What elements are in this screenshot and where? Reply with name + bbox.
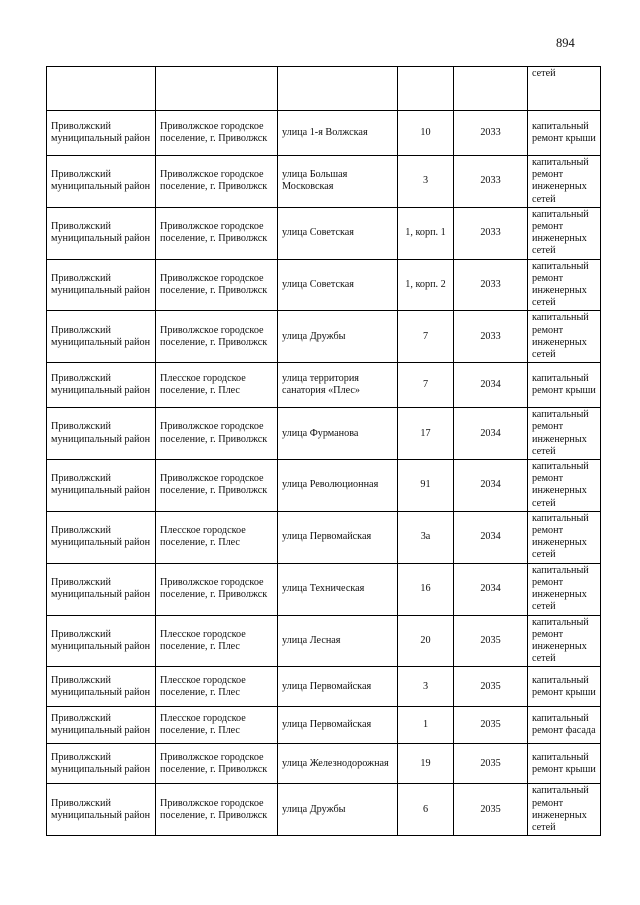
year-cell: 2034: [454, 408, 528, 460]
house-cell: 16: [398, 563, 454, 615]
house-cell: 10: [398, 111, 454, 156]
table-row: [47, 784, 601, 836]
table-row: [47, 156, 601, 208]
settlement-cell: Приволжское городское поселение, г. Приволжск: [156, 207, 278, 259]
work-type-cell: капитальный ремонт инженерных сетей: [528, 460, 601, 512]
street-cell: улица Большая Московская: [278, 156, 398, 208]
settlement-cell: Приволжское городское поселение, г. Приволжск: [156, 744, 278, 784]
table-row: [47, 111, 601, 156]
year-cell: 2034: [454, 563, 528, 615]
district-cell: Приволжский муниципальный район: [47, 615, 156, 667]
district-cell: Приволжский муниципальный район: [47, 311, 156, 363]
house-cell: 17: [398, 408, 454, 460]
work-type-cell: капитальный ремонт инженерных сетей: [528, 311, 601, 363]
table-row: [47, 511, 601, 563]
year-cell: 2033: [454, 111, 528, 156]
district-cell: Приволжский муниципальный район: [47, 460, 156, 512]
year-cell: [454, 67, 528, 111]
house-cell: 1: [398, 707, 454, 744]
house-cell: 3: [398, 667, 454, 707]
year-cell: 2033: [454, 207, 528, 259]
work-type-cell: капитальный ремонт крыши: [528, 111, 601, 156]
district-cell: Приволжский муниципальный район: [47, 744, 156, 784]
district-cell: Приволжский муниципальный район: [47, 111, 156, 156]
work-type-cell: сетей: [528, 67, 601, 111]
street-cell: улица Техническая: [278, 563, 398, 615]
year-cell: 2033: [454, 311, 528, 363]
district-cell: Приволжский муниципальный район: [47, 408, 156, 460]
year-cell: 2033: [454, 156, 528, 208]
district-cell: Приволжский муниципальный район: [47, 784, 156, 836]
work-type-cell: капитальный ремонт инженерных сетей: [528, 563, 601, 615]
district-cell: [47, 67, 156, 111]
year-cell: 2035: [454, 667, 528, 707]
settlement-cell: Приволжское городское поселение, г. Приволжск: [156, 111, 278, 156]
street-cell: улица 1-я Волжская: [278, 111, 398, 156]
district-cell: Приволжский муниципальный район: [47, 207, 156, 259]
house-cell: 3а: [398, 511, 454, 563]
table-row-continued: [47, 67, 601, 111]
street-cell: улица Советская: [278, 259, 398, 311]
street-cell: улица Первомайская: [278, 707, 398, 744]
year-cell: 2034: [454, 511, 528, 563]
settlement-cell: Приволжское городское поселение, г. Приволжск: [156, 311, 278, 363]
work-type-cell: капитальный ремонт инженерных сетей: [528, 207, 601, 259]
district-cell: Приволжский муниципальный район: [47, 363, 156, 408]
street-cell: улица Железнодорожная: [278, 744, 398, 784]
district-cell: Приволжский муниципальный район: [47, 563, 156, 615]
work-type-cell: капитальный ремонт инженерных сетей: [528, 408, 601, 460]
street-cell: улица Дружбы: [278, 311, 398, 363]
settlement-cell: Приволжское городское поселение, г. Приволжск: [156, 784, 278, 836]
settlement-cell: Плесское городское поселение, г. Плес: [156, 615, 278, 667]
table-row: [47, 207, 601, 259]
work-type-cell: капитальный ремонт инженерных сетей: [528, 259, 601, 311]
house-cell: 7: [398, 363, 454, 408]
year-cell: 2033: [454, 259, 528, 311]
house-cell: 6: [398, 784, 454, 836]
work-type-cell: капитальный ремонт крыши: [528, 363, 601, 408]
street-cell: улица Первомайская: [278, 511, 398, 563]
settlement-cell: Плесское городское поселение, г. Плес: [156, 363, 278, 408]
house-cell: 7: [398, 311, 454, 363]
repair-schedule-table: [46, 66, 601, 836]
year-cell: 2034: [454, 460, 528, 512]
year-cell: 2034: [454, 363, 528, 408]
settlement-cell: Приволжское городское поселение, г. Приволжск: [156, 259, 278, 311]
work-type-cell: капитальный ремонт крыши: [528, 744, 601, 784]
table-row: [47, 615, 601, 667]
settlement-cell: [156, 67, 278, 111]
street-cell: улица Фурманова: [278, 408, 398, 460]
settlement-cell: Плесское городское поселение, г. Плес: [156, 511, 278, 563]
table-row: [47, 311, 601, 363]
settlement-cell: Приволжское городское поселение, г. Приволжск: [156, 156, 278, 208]
settlement-cell: Приволжское городское поселение, г. Приволжск: [156, 408, 278, 460]
district-cell: Приволжский муниципальный район: [47, 667, 156, 707]
work-type-cell: капитальный ремонт инженерных сетей: [528, 156, 601, 208]
page-number: 894: [556, 36, 575, 50]
table-row: [47, 667, 601, 707]
house-cell: 19: [398, 744, 454, 784]
table-row: [47, 563, 601, 615]
work-type-cell: капитальный ремонт инженерных сетей: [528, 784, 601, 836]
work-type-cell: капитальный ремонт крыши: [528, 667, 601, 707]
street-cell: улица Лесная: [278, 615, 398, 667]
house-cell: 20: [398, 615, 454, 667]
street-cell: улица Дружбы: [278, 784, 398, 836]
table-body: [47, 67, 601, 836]
year-cell: 2035: [454, 615, 528, 667]
house-cell: 3: [398, 156, 454, 208]
work-type-cell: капитальный ремонт инженерных сетей: [528, 615, 601, 667]
district-cell: Приволжский муниципальный район: [47, 511, 156, 563]
street-cell: улица Революционная: [278, 460, 398, 512]
table-row: [47, 408, 601, 460]
table-row: [47, 707, 601, 744]
house-cell: 1, корп. 2: [398, 259, 454, 311]
house-cell: 1, корп. 1: [398, 207, 454, 259]
settlement-cell: Приволжское городское поселение, г. Приволжск: [156, 460, 278, 512]
settlement-cell: Приволжское городское поселение, г. Приволжск: [156, 563, 278, 615]
work-type-cell: капитальный ремонт фасада: [528, 707, 601, 744]
table-row: [47, 259, 601, 311]
settlement-cell: Плесское городское поселение, г. Плес: [156, 707, 278, 744]
street-cell: [278, 67, 398, 111]
street-cell: улица территория санатория «Плес»: [278, 363, 398, 408]
table-row: [47, 744, 601, 784]
district-cell: Приволжский муниципальный район: [47, 707, 156, 744]
work-type-cell: капитальный ремонт инженерных сетей: [528, 511, 601, 563]
year-cell: 2035: [454, 744, 528, 784]
year-cell: 2035: [454, 707, 528, 744]
district-cell: Приволжский муниципальный район: [47, 259, 156, 311]
house-cell: [398, 67, 454, 111]
district-cell: Приволжский муниципальный район: [47, 156, 156, 208]
table-row: [47, 460, 601, 512]
house-cell: 91: [398, 460, 454, 512]
year-cell: 2035: [454, 784, 528, 836]
table-row: [47, 363, 601, 408]
street-cell: улица Первомайская: [278, 667, 398, 707]
settlement-cell: Плесское городское поселение, г. Плес: [156, 667, 278, 707]
street-cell: улица Советская: [278, 207, 398, 259]
